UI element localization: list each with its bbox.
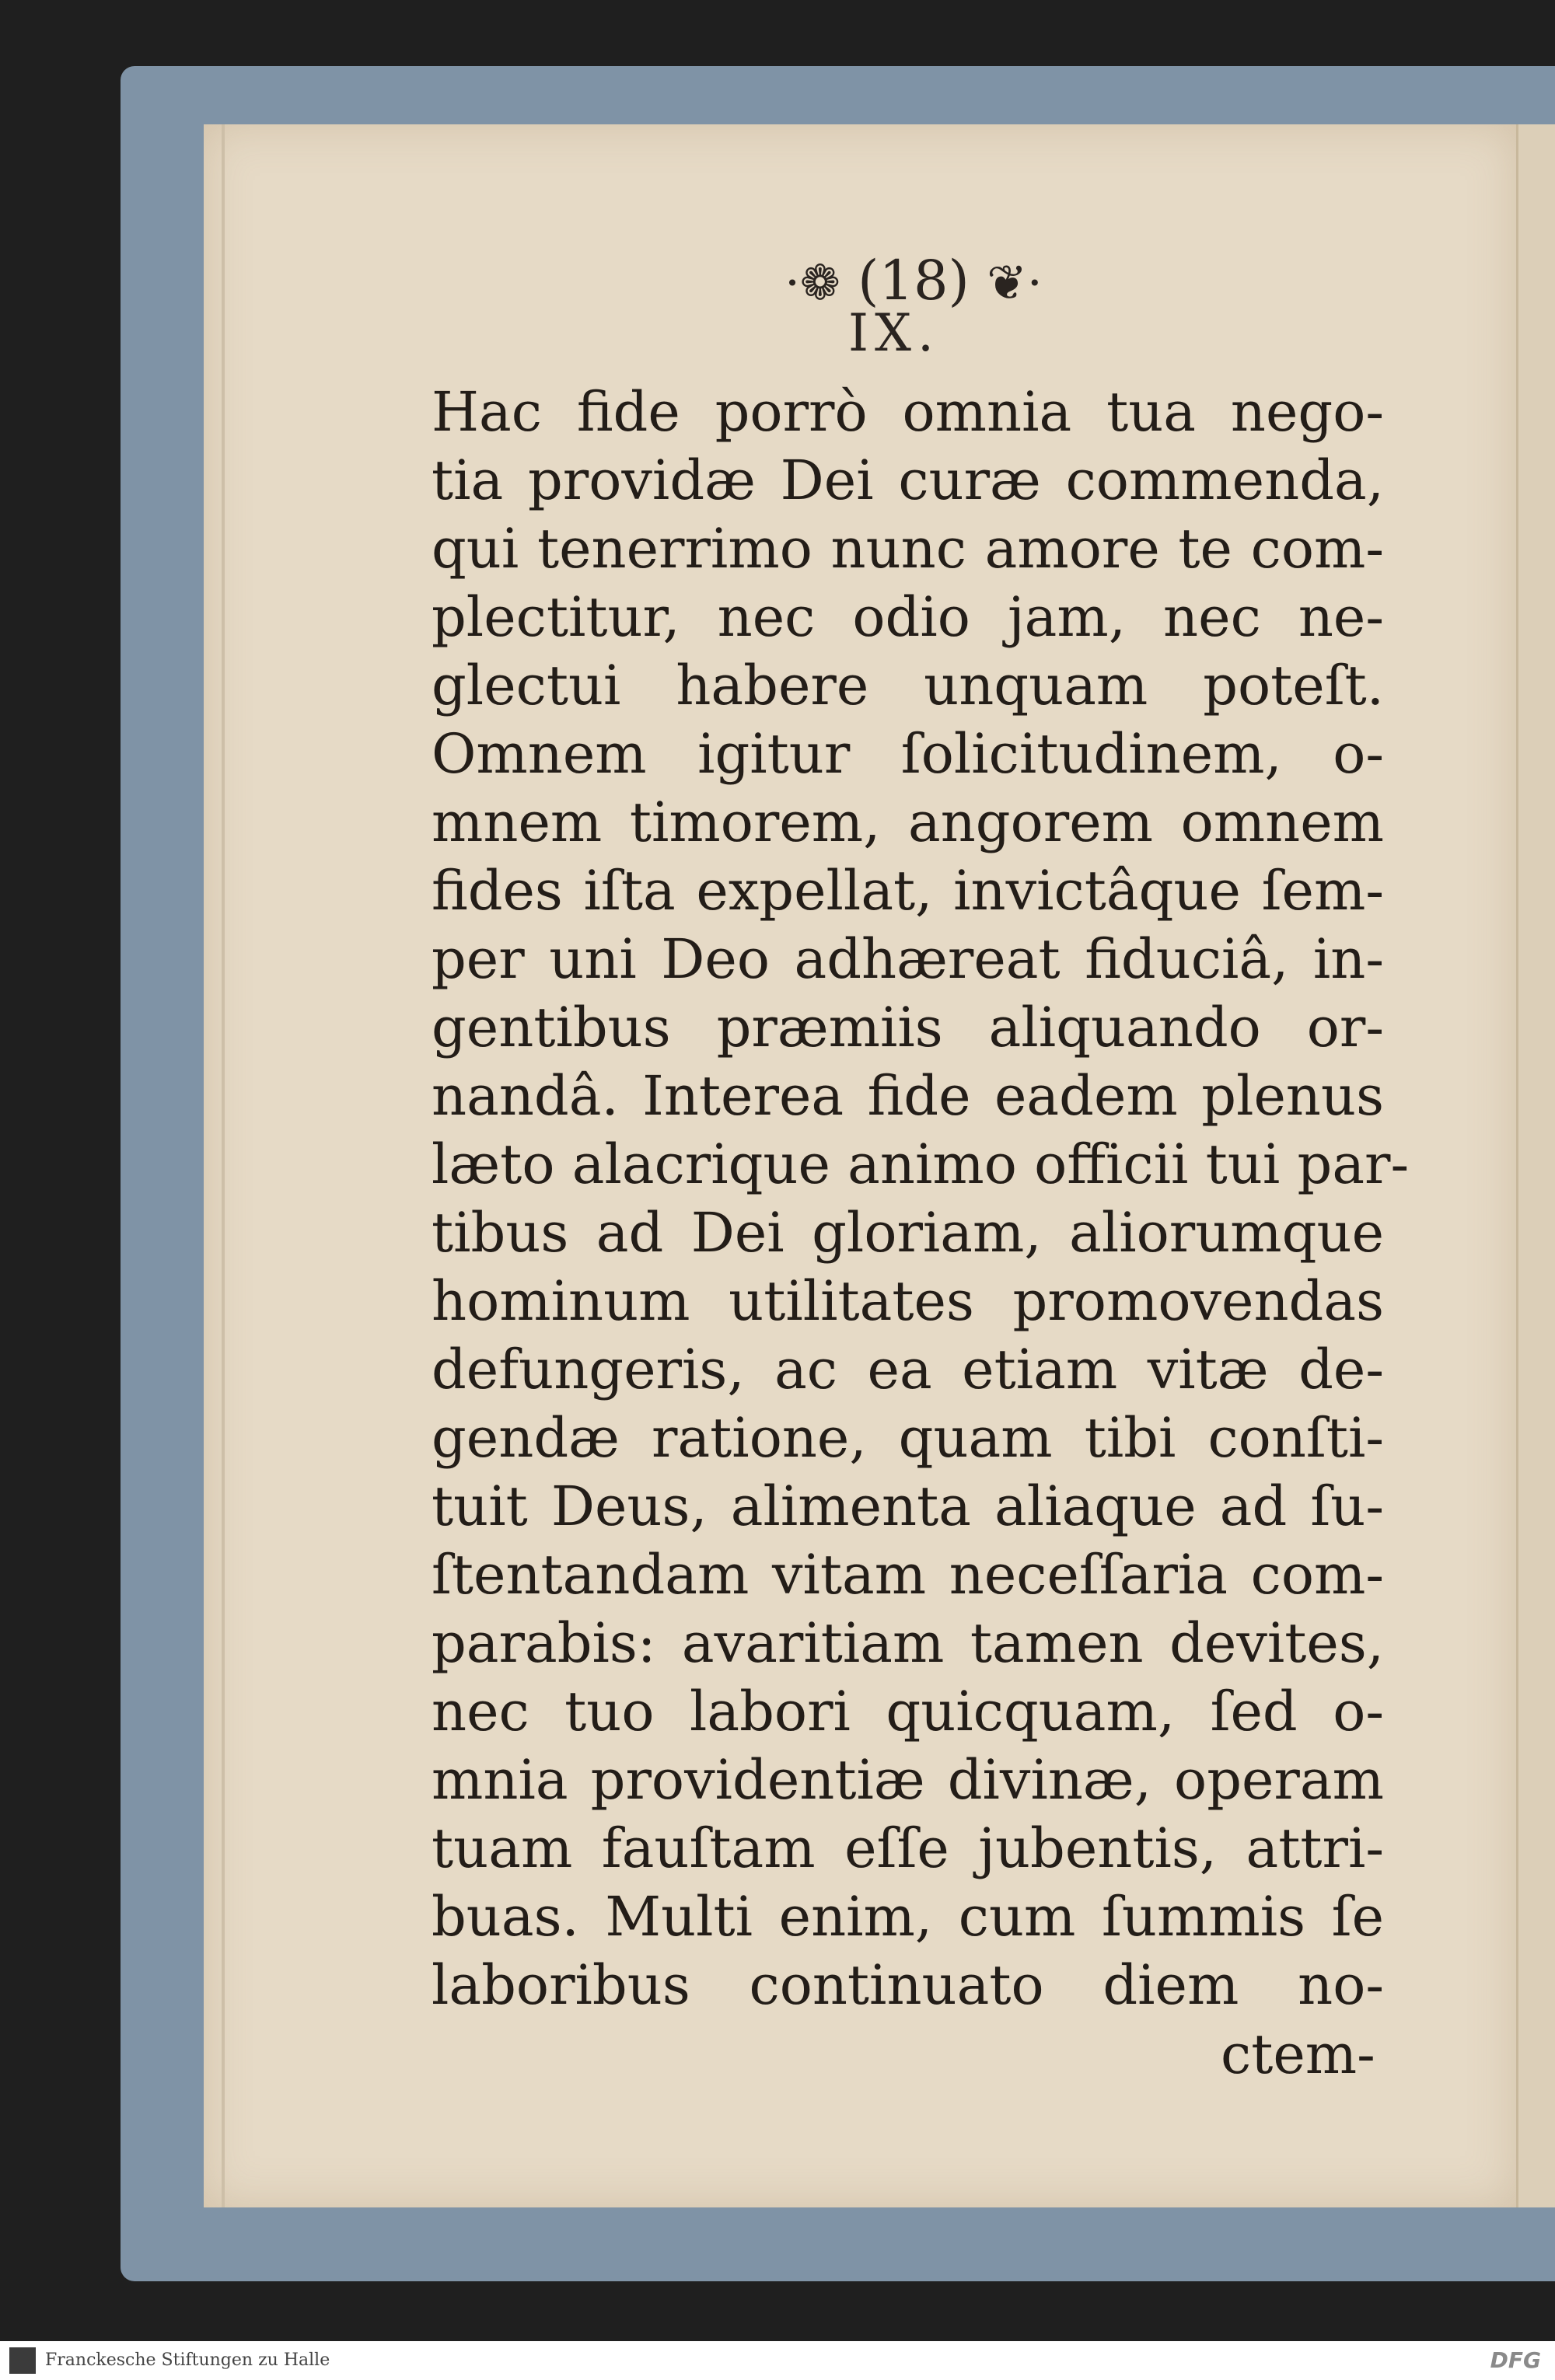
institution-name: Franckesche Stiftungen zu Halle	[45, 2350, 330, 2370]
text-line: laboribus continuato diem no-	[432, 1953, 1384, 2017]
text-line: mnia providentiæ divinæ, operam	[432, 1748, 1384, 1812]
text-line: Hac fide porrò omnia tua nego-	[432, 380, 1384, 444]
text-line: fides iſta expellat, invictâque ſem-	[432, 859, 1384, 923]
text-line: nec tuo labori quicquam, ſed o-	[432, 1680, 1384, 1743]
text-line: buas. Multi enim, cum ſummis ſe	[432, 1885, 1384, 1949]
text-line: glectui habere unquam poteſt.	[432, 654, 1384, 717]
text-line: plectitur, nec odio jam, nec ne-	[432, 585, 1384, 649]
text-line: gentibus præmiis aliquando or-	[432, 996, 1384, 1059]
page-fold-edge	[222, 124, 225, 2207]
ornament-right-icon: ❦·	[987, 254, 1043, 311]
text-line: parabis: avaritiam tamen devites,	[432, 1611, 1384, 1675]
text-line: ſtentandam vitam neceſſaria com-	[432, 1543, 1384, 1607]
text-line: gendæ ratione, quam tibi conſti-	[432, 1406, 1384, 1470]
text-line: mnem timorem, angorem omnem	[432, 790, 1384, 854]
text-line: Omnem igitur ſolicitudinem, o-	[432, 722, 1384, 786]
institution-logo-icon	[9, 2347, 36, 2374]
text-line: hominum utilitates promovendas	[432, 1269, 1384, 1333]
text-line: defungeris, ac ea etiam vitæ de-	[432, 1338, 1384, 1401]
section-number: IX.	[847, 303, 941, 363]
catchword: ctem-	[1221, 2022, 1375, 2086]
page-number: (18)	[858, 249, 970, 312]
text-line: tuam fauſtam eſſe jubentis, attri-	[432, 1816, 1384, 1880]
text-line: qui tenerrimo nunc amore te com-	[432, 517, 1384, 581]
dfg-logo: DFG	[1490, 2347, 1541, 2373]
text-line: tuit Deus, alimenta aliaque ad ſu-	[432, 1474, 1384, 1538]
text-line: tibus ad Dei gloriam, aliorumque	[432, 1201, 1384, 1265]
text-line: per uni Deo adhæreat fiduciâ, in-	[432, 927, 1384, 991]
text-line: tia providæ Dei curæ commenda,	[432, 448, 1384, 512]
text-line: nandâ. Interea fide eadem plenus	[432, 1064, 1384, 1128]
adjacent-page-edge	[1516, 124, 1555, 2207]
text-line: læto alacrique animo officii tui par-	[432, 1132, 1410, 1196]
ornament-left-icon: ·❁	[784, 254, 840, 311]
